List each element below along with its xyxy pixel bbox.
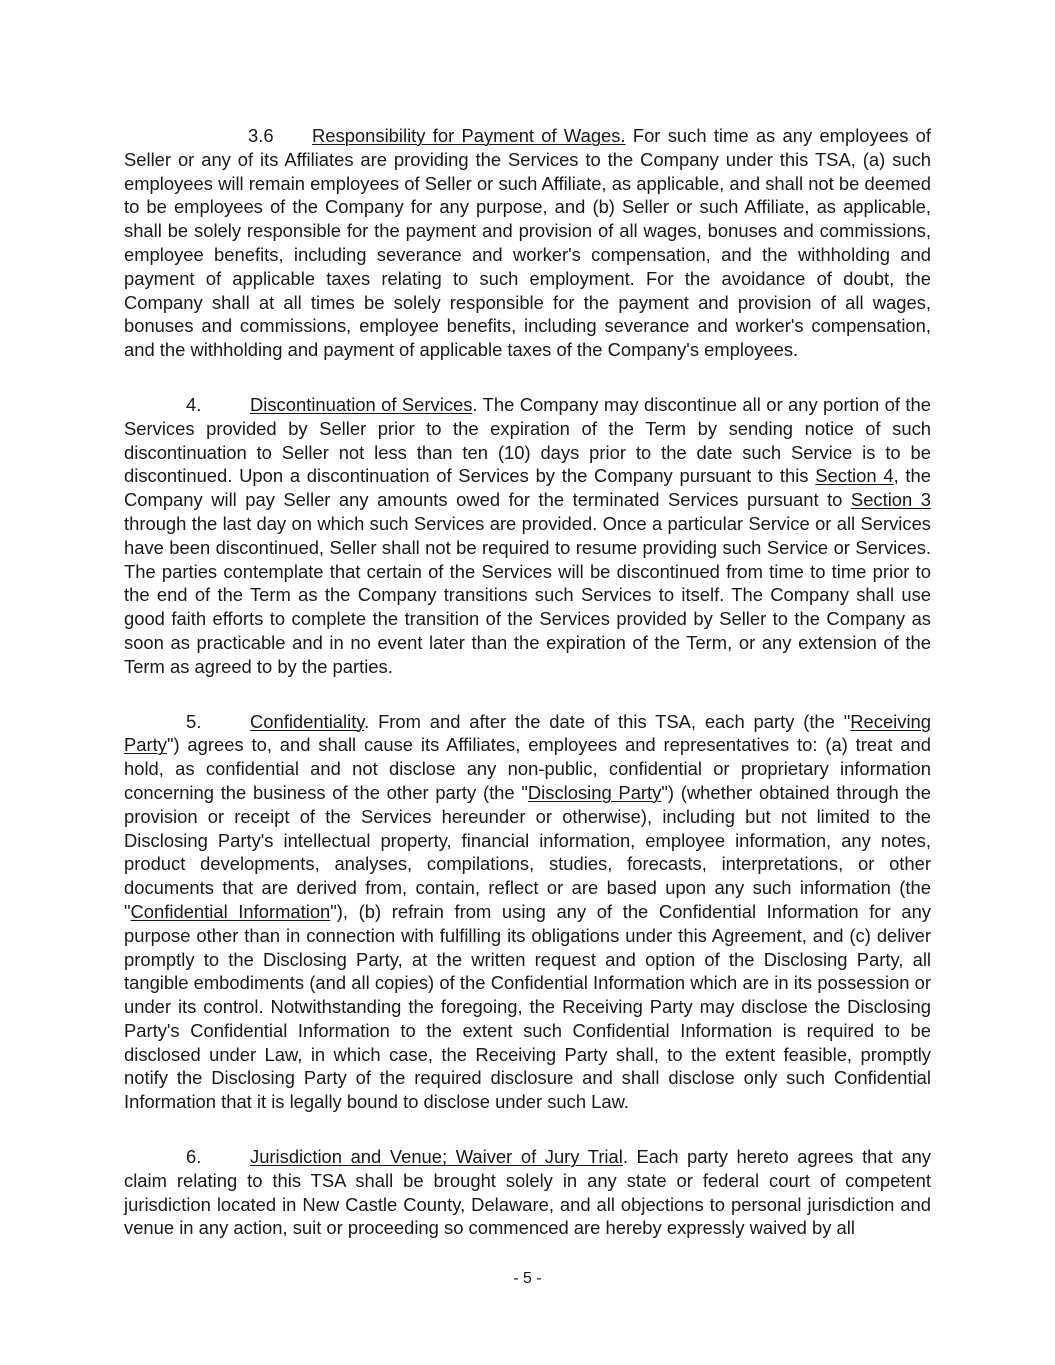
section-3-6: [124, 124, 931, 362]
section-6: [124, 1145, 931, 1240]
section-text: ") agrees to, and shall cause its Affiliates, employees and representatives to: (a) treat and hold, as confidential and not disclose any non-public, confidential or proprietary information concerning the business of the other party (the ": [124, 734, 931, 803]
document-page: [124, 124, 931, 1271]
section-number: 4.: [186, 393, 202, 415]
defined-term-receiving-party: Receiving Party: [124, 710, 931, 756]
section-text: . From and after the date of this TSA, each party (the ": [364, 710, 851, 732]
section-text: . Each party hereto agrees that any claim relating to this TSA shall be brought solely in any state or federal court of competent jurisdiction located in New Castle County, Delaware, and all objections to personal jurisdiction and venue in any action, suit or proceeding so commenced are hereby expressly waived by all: [124, 1146, 931, 1239]
cross-reference-section-4: Section 4: [815, 465, 894, 487]
section-text: For such time as any employees of Seller or any of its Affiliates are providing the Services to the Company under this TSA, (a) such employees will remain employees of Seller or such Affiliate, as applicable, and shall not be deemed to be employees of the Company for any purpose, and (b) Seller or such Affiliate, as applicable, shall be solely responsible for the payment and provision of all wages, bonuses and commissions, employee benefits, including severance and worker's compensation, and the withholding and payment of applicable taxes relating to such employment. For the avoidance of doubt, the Company shall at all times be solely responsible for the payment and provision of all wages, bonuses and commissions, employee benefits, including severance and worker's compensation, and the withholding and payment of applicable taxes of the Company's employees.: [124, 125, 931, 361]
section-heading: Jurisdiction and Venue; Waiver of Jury Trial: [250, 1146, 623, 1168]
section-4: [124, 393, 931, 679]
section-text: . The Company may discontinue all or any portion of the Services provided by Seller prior to the expiration of the Term by sending notice of such discontinuation to Seller not less than ten (10) days prior to the date such Service is to be discontinued. Upon a discontinuation of Services by the Company pursuant to this: [124, 393, 931, 487]
section-text: through the last day on which such Services are provided. Once a particular Service or all Services have been discontinued, Seller shall not be required to resume providing such Service or Services. The parties contemplate that certain of the Services will be discontinued from time to time prior to the end of the Term as the Company transitions such Services to itself. The Company shall use good faith efforts to complete the transition of the Services provided by Seller to the Company as soon as practicable and in no event later than the expiration of the Term, or any extension of the Term as agreed to by the parties.: [124, 512, 931, 677]
section-number: 6.: [186, 1146, 202, 1168]
section-text: "), (b) refrain from using any of the Confidential Information for any purpose other than in connection with fulfilling its obligations under this Agreement, and (c) deliver promptly to the Disclosing Party, at the written request and option of the Disclosing Party, all tangible embodiments (and all copies) of the Confidential Information which are in its possession or under its control. Notwithstanding the foregoing, the Receiving Party may disclose the Disclosing Party's Confidential Information to the extent such Confidential Information is required to be disclosed under Law, in which case, the Receiving Party shall, to the extent feasible, promptly notify the Disclosing Party of the required disclosure and shall disclose only such Confidential Information that it is legally bound to disclose under such Law.: [124, 900, 932, 1113]
section-heading: Responsibility for Payment of Wages.: [312, 125, 626, 146]
section-text: , the Company will pay Seller any amounts owed for the terminated Services pursuant to: [124, 465, 931, 511]
section-5: [124, 710, 931, 1115]
section-heading: Discontinuation of Services: [250, 393, 473, 415]
defined-term-confidential-information: Confidential Information: [130, 900, 331, 922]
cross-reference-section-3: Section 3: [850, 489, 931, 511]
section-number: 3.6: [248, 125, 274, 146]
section-number: 5.: [186, 710, 202, 732]
defined-term-disclosing-party: Disclosing Party: [527, 781, 662, 803]
section-text: ") (whether obtained through the provision or receipt of the Services hereunder or otherwise), including but not limited to the Disclosing Party's intellectual property, financial information, employee information, any notes, product developments, analyses, compilations, studies, forecasts, interpretations, or other documents that are derived from, contain, reflect or are based upon any such information (the ": [124, 781, 931, 922]
section-heading: Confidentiality: [250, 710, 365, 732]
page-number: - 5 -: [513, 1270, 542, 1287]
